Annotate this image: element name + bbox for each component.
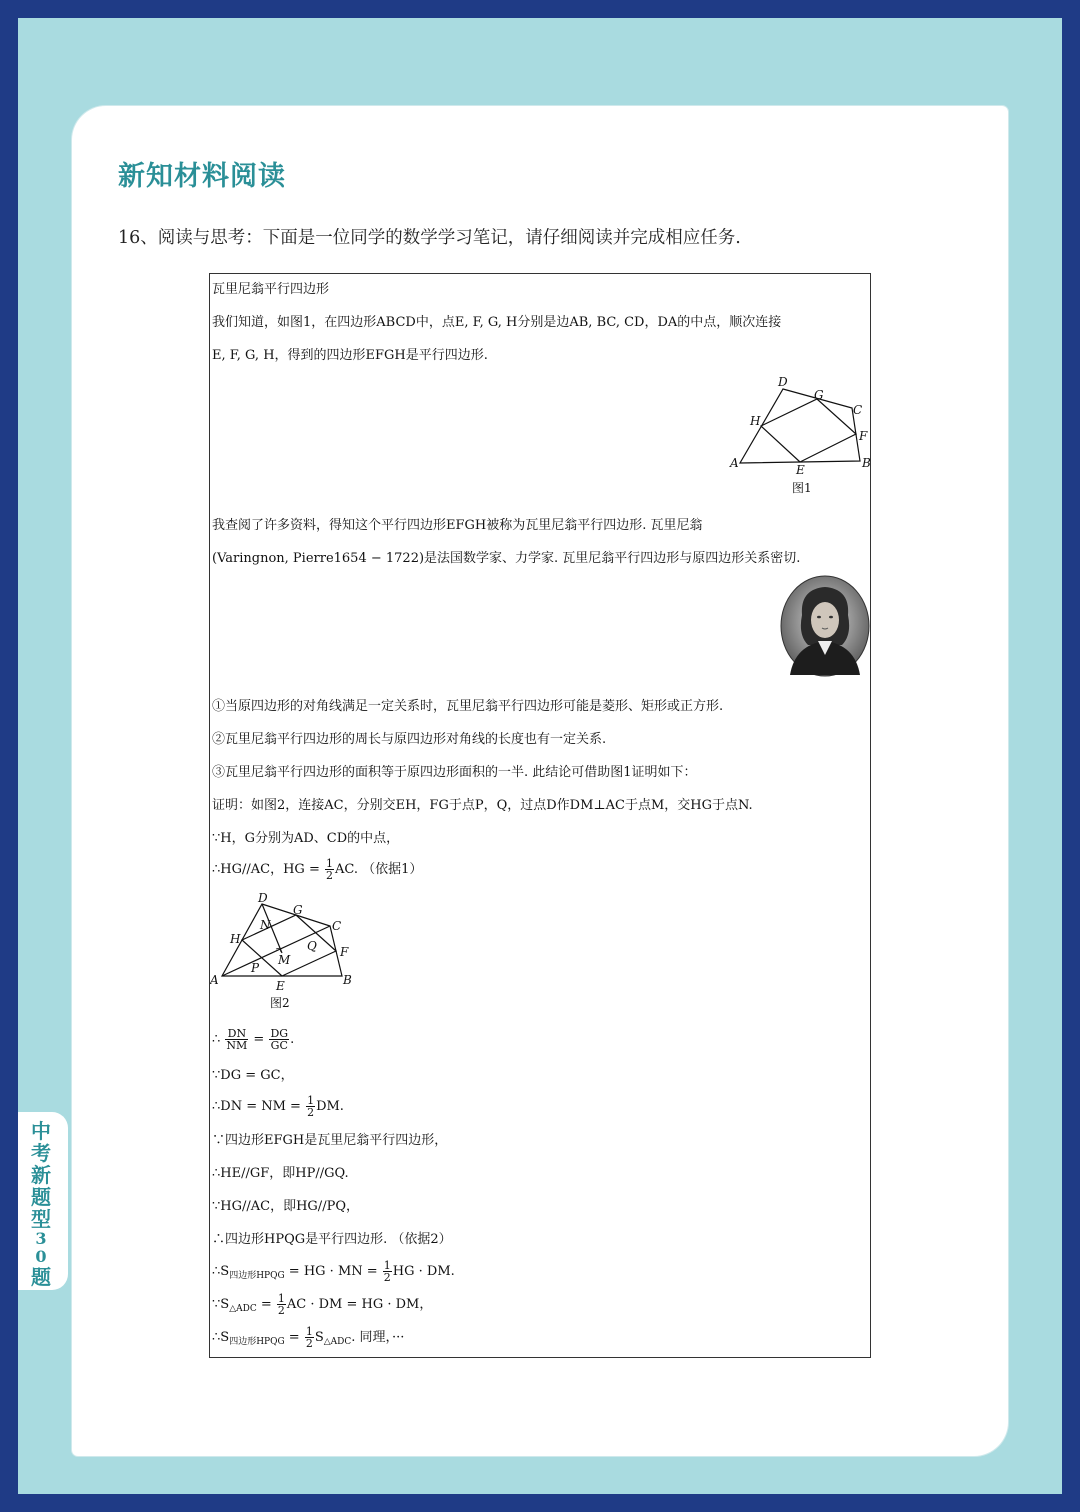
proof-line3-post: AC. （依据1） <box>334 862 423 877</box>
proof-line3 <box>212 858 422 881</box>
proof-line5: ∵DG = GC， <box>212 1068 294 1083</box>
note-p2-line2: (Varingnon, Pierre1654 − 1722)是法国数学家、力学家. 瓦里尼翁平行四边形与原四边形关系密切. <box>212 551 801 566</box>
fig2-label-p: P <box>251 961 260 975</box>
proof-line13: $\therefore S_{四边形HPQG}$ = $\frac{1}{2}$ $S_{\triangle ADC}$. 同理，··· <box>212 1325 405 1350</box>
side-char: 新 <box>31 1163 51 1187</box>
note-p1-line1: 我们知道，如图1，在四边形ABCD中，点E, F, G, H分别是边AB, BC, CD，DA的中点，顺次连接 <box>212 315 782 330</box>
question-text: 16、阅读与思考：下面是一位同学的数学学习笔记，请仔细阅读并完成相应任务. <box>118 228 741 248</box>
proof-line4-post: . <box>290 1032 295 1047</box>
fig2-label-h: H <box>230 932 241 946</box>
fraction-half: $\frac{1}{2}$ <box>307 1094 315 1119</box>
section-title: 新知材料阅读 <box>118 161 286 192</box>
fig2-label-m: M <box>278 953 291 967</box>
side-tab-text <box>26 1120 56 1288</box>
fig1-label-g: G <box>814 388 824 402</box>
proof-line10: ∴四边形HPQG是平行四边形. （依据2） <box>212 1232 452 1247</box>
side-char: 考 <box>31 1141 51 1165</box>
note-p1-line2: E, F, G, H，得到的四边形EFGH是平行四边形. <box>212 348 488 363</box>
note-p2-line1: 我查阅了许多资料，得知这个平行四边形EFGH被称为瓦里尼翁平行四边形. 瓦里尼翁 <box>212 518 703 533</box>
fig1-label-d: D <box>778 375 788 389</box>
fig2-label-a: A <box>210 973 219 987</box>
figure-1 <box>725 374 875 499</box>
fig2-label-c: C <box>332 919 342 933</box>
note-item3: ③瓦里尼翁平行四边形的面积等于原四边形面积的一半. 此结论可借助图1证明如下： <box>212 765 697 780</box>
fig1-parallelogram-efgh <box>761 399 856 462</box>
portrait-image <box>780 575 870 677</box>
proof-line4-pre: ∴ <box>212 1032 225 1047</box>
proof-line3-pre: ∴HG//AC，HG = <box>212 862 324 877</box>
proof-line8: ∴HE//GF，即HP//GQ. <box>212 1166 349 1181</box>
side-char: 题 <box>31 1185 51 1209</box>
fig1-caption: 图1 <box>792 481 812 495</box>
fraction-half: $\frac{1}{2}$ <box>325 857 333 882</box>
fraction-dn-nm: $\frac{DN}{NM}$ <box>226 1027 248 1052</box>
side-char: 0 <box>35 1247 47 1266</box>
fraction-half: $\frac{1}{2}$ <box>305 1325 313 1350</box>
side-char: 题 <box>31 1265 51 1289</box>
proof-line7: ∵四边形EFGH是瓦里尼翁平行四边形， <box>212 1133 448 1148</box>
fig2-label-d: D <box>258 892 268 905</box>
proof-line12: $\because S_{\triangle ADC}$ = $\frac{1}{2}$ AC · DM = HG · DM， <box>212 1292 433 1317</box>
proof-line6: ∴DN = NM = $\frac{1}{2}$ DM. <box>212 1094 344 1119</box>
fig1-label-f: F <box>859 429 868 443</box>
fig2-label-n: N <box>260 918 271 932</box>
side-char: 3 <box>35 1229 47 1248</box>
fig1-label-a: A <box>730 456 739 470</box>
note-item2: ②瓦里尼翁平行四边形的周长与原四边形对角线的长度也有一定关系. <box>212 732 607 747</box>
fraction-half: $\frac{1}{2}$ <box>383 1259 391 1284</box>
fraction-dg-gc: $\frac{DG}{GC}$ <box>270 1027 289 1052</box>
note-box <box>209 273 871 1358</box>
fig2-label-b: B <box>343 973 352 987</box>
note-item1: ①当原四边形的对角线满足一定关系时，瓦里尼翁平行四边形可能是菱形、矩形或正方形. <box>212 699 724 714</box>
fig2-label-q: Q <box>307 939 317 953</box>
fig1-label-e: E <box>796 463 805 477</box>
side-char: 中 <box>31 1119 51 1143</box>
proof-line9: ∵HG//AC，即HG//PQ， <box>212 1199 359 1214</box>
note-title: 瓦里尼翁平行四边形 <box>212 282 330 297</box>
fig2-label-e: E <box>276 979 285 993</box>
fig2-caption: 图2 <box>270 996 290 1010</box>
proof-line2: ∵H，G分别为AD、CD的中点， <box>212 831 400 846</box>
fig2-label-g: G <box>293 903 303 917</box>
proof-line11: $\therefore S_{四边形HPQG}$ = HG · MN = $\frac{1}{2}$ HG · DM. <box>212 1259 455 1284</box>
fig1-label-h: H <box>750 414 761 428</box>
fig1-label-c: C <box>853 403 863 417</box>
fraction-half: $\frac{1}{2}$ <box>277 1292 285 1317</box>
side-char: 型 <box>31 1207 51 1231</box>
proof-line4: ∴ $\frac{DN}{NM}$ = $\frac{DG}{GC}$ . <box>212 1027 295 1052</box>
proof-line1: 证明：如图2，连接AC，分别交EH，FG于点P，Q，过点D作DM⊥AC于点M，交HG于点N. <box>212 798 753 813</box>
fig2-label-f: F <box>340 945 349 959</box>
figure-2 <box>210 892 360 1017</box>
fig1-label-b: B <box>862 456 871 470</box>
